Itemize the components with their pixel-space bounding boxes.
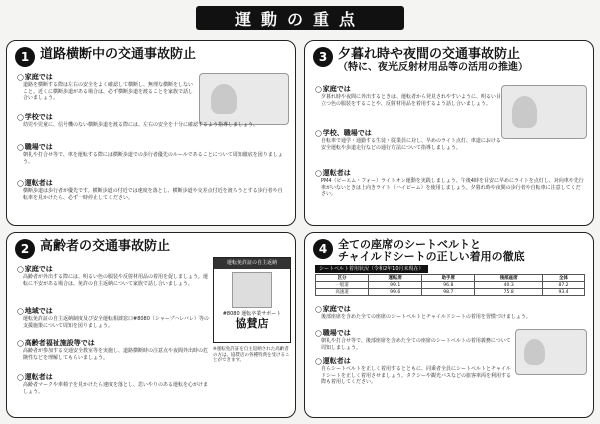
section-body: 運転免許証の自主返納制度及び安全運転相談窓口#8080（シャープハレバレ）等の支援施策について周知を図りましょう。 bbox=[23, 316, 209, 329]
panel-heading-line2: チャイルドシートの正しい着用の徹底 bbox=[338, 250, 525, 263]
section-heading: ◯ 学校では bbox=[17, 113, 287, 122]
child-seat-illustration bbox=[515, 329, 587, 375]
section-body: 後部座席を含めた全ての座席のシートベルトとチャイルドシートの着用を習慣づけましょう。 bbox=[321, 314, 531, 320]
table-cell: 一般道 bbox=[316, 282, 369, 289]
section-heading: ◯ 学校、職場では bbox=[315, 129, 501, 138]
table-caption: シートベルト着用状況（令和2年10月末現在） bbox=[315, 265, 428, 273]
table-header: 助手席 bbox=[422, 275, 475, 282]
reflective-gear-illustration bbox=[501, 85, 587, 139]
panel-title bbox=[15, 239, 170, 259]
panel-elderly-safety bbox=[6, 232, 296, 418]
section-body: 高齢者が参加する交通安全教室等を実施し、道路横断時の注意点や夜間外出時の危険性などを理解してもらいましょう。 bbox=[23, 348, 209, 361]
poster-image bbox=[232, 272, 272, 308]
table-row bbox=[316, 289, 585, 296]
section-home bbox=[17, 73, 197, 102]
page-banner bbox=[196, 6, 404, 30]
section-body: 高齢者が外出する際には、明るい色の服装や反射材用品の着用を促しましょう。運転に不安がある場合は、免許の自主返納について家族で話し合いましょう。 bbox=[23, 274, 209, 287]
table-cell: 93.4 bbox=[543, 289, 585, 296]
section-driver bbox=[17, 373, 209, 395]
panel-subheading: （特に、夜光反射材用品等の活用の推進） bbox=[338, 62, 528, 73]
section-number: 3 bbox=[313, 47, 333, 67]
table-header: 区分 bbox=[316, 275, 369, 282]
section-heading: ◯ 運転者は bbox=[17, 179, 287, 188]
table-cell: 96.8 bbox=[422, 282, 475, 289]
section-heading: ◯ 職場では bbox=[315, 329, 511, 338]
panel-heading: 道路横断中の交通事故防止 bbox=[40, 47, 197, 62]
section-driver bbox=[315, 169, 585, 198]
panel-title bbox=[313, 239, 525, 263]
section-body: 朝礼や打合せ等で、後部座席を含めた全ての座席のシートベルトの着用義務について周知しましょう。 bbox=[321, 338, 511, 351]
section-heading: ◯ 家庭では bbox=[17, 265, 209, 274]
section-workplace bbox=[315, 329, 511, 351]
section-heading: ◯ 地域では bbox=[17, 307, 209, 316]
table-cell: 98.7 bbox=[422, 289, 475, 296]
section-body: PM4（ピーエム・フォー）ライトオン運動を実践しましょう。午後4時を目安に早めにライトを点灯し、対向車や先行車がいないときは上向きライト（ハイビーム）を使用しましょう。夕暮れ時や夜間の歩行者や自転車に注意してください。 bbox=[321, 178, 584, 197]
panel-heading: 夕暮れ時や夜間の交通事故防止 bbox=[338, 47, 521, 62]
section-body: 夕暮れ時や夜間に外出するときは、運転者から発見されやすいように、明るい目立つ色の服装をすることや、反射材用品を着用するよう話し合いましょう。 bbox=[321, 94, 502, 107]
panel-title bbox=[313, 47, 528, 74]
panel-night-safety bbox=[304, 40, 594, 226]
table-header: 後部座席 bbox=[475, 275, 543, 282]
section-body: 高齢者マークや車椅子を見かけたら速度を落とし、思いやりのある運転を心がけましょう。 bbox=[23, 382, 209, 395]
table-row bbox=[316, 282, 585, 289]
panel-heading: 全ての座席のシートベルトと bbox=[338, 238, 481, 251]
section-body: 朝礼や打合せ等で、車を運転する際には横断歩道での歩行者優先のルールであることについて周知徹底を図りましょう。 bbox=[23, 152, 283, 165]
panel-title bbox=[15, 47, 196, 67]
section-welfare-facility bbox=[17, 339, 209, 361]
section-heading: ◯ 職場では bbox=[17, 143, 287, 152]
panel-seatbelt-safety bbox=[304, 232, 594, 418]
section-number: 2 bbox=[15, 239, 35, 259]
license-return-poster bbox=[213, 257, 291, 343]
table-cell: 75.8 bbox=[475, 289, 543, 296]
seatbelt-usage-table bbox=[315, 274, 585, 296]
section-heading: ◯ 運転者は bbox=[315, 357, 511, 366]
section-body: 幼児や児童に、信号機のない横断歩道を渡る際には、左右の安全を十分に確認するよう指導しましょう。 bbox=[23, 122, 259, 128]
poster-text: #8080 運転卒業サポート bbox=[222, 311, 282, 317]
table-cell: 40.3 bbox=[475, 282, 543, 289]
section-body: 自らシートベルトを正しく着用するとともに、同乗者全員にシートベルトとチャイルドシートを正しく着用させましょう。タクシーや観光バスなどの旅客車両を利用する際も着用してください。 bbox=[321, 366, 512, 385]
section-heading: ◯ 家庭では bbox=[315, 305, 585, 314]
section-heading: ◯ 高齢者福祉施設等では bbox=[17, 339, 209, 348]
section-home bbox=[17, 265, 209, 287]
table-header: 全体 bbox=[543, 275, 585, 282]
section-body: 自転車で通学・通勤する生徒・従業員に対し、早めのライト点灯、車道における安全運転や歩道走行などの通行方法について指導しましょう。 bbox=[321, 138, 501, 151]
section-body: 道路を横断する際は左右の安全をよく確認して横断し、無理な横断をしないこと。近くに横断歩道がある場合は、必ず横断歩道を渡ることを家族で話し合いましょう。 bbox=[23, 82, 194, 101]
section-heading: ◯ 家庭では bbox=[315, 85, 501, 94]
poster-note: ※運転免許証を自主返納された高齢者の方は、協賛店の各種特典を受けることができます。 bbox=[213, 347, 290, 363]
table-cell: 高速道 bbox=[316, 289, 369, 296]
table-header: 運転席 bbox=[369, 275, 422, 282]
section-number: 1 bbox=[15, 47, 35, 67]
page-title: 運動の重点 bbox=[234, 9, 365, 29]
poster-header: 運転免許証の自主返納 bbox=[214, 258, 290, 269]
poster-headline: 協賛店 bbox=[235, 317, 269, 330]
section-heading: ◯ 家庭では bbox=[17, 73, 197, 82]
table-cell: 87.2 bbox=[543, 282, 585, 289]
section-driver bbox=[315, 357, 511, 386]
section-heading: ◯ 運転者は bbox=[315, 169, 585, 178]
section-community bbox=[17, 307, 209, 329]
section-heading: ◯ 運転者は bbox=[17, 373, 209, 382]
panel-pedestrian-safety bbox=[6, 40, 296, 226]
section-school-workplace bbox=[315, 129, 501, 151]
panel-heading: 高齢者の交通事故防止 bbox=[40, 239, 171, 254]
section-number: 4 bbox=[313, 239, 333, 259]
table-cell: 99.1 bbox=[369, 282, 422, 289]
table-cell: 99.6 bbox=[369, 289, 422, 296]
section-driver bbox=[17, 179, 287, 201]
section-home bbox=[315, 305, 585, 321]
section-body: 横断歩道は歩行者が優先です。横断歩道の付近では速度を落とし、横断歩道や交差点付近を渡ろうとする歩行者や自転車を見かけたら、必ず一時停止してください。 bbox=[23, 188, 283, 201]
section-school bbox=[17, 113, 287, 129]
section-workplace bbox=[17, 143, 287, 165]
table-header-row bbox=[316, 275, 585, 282]
section-home bbox=[315, 85, 501, 107]
